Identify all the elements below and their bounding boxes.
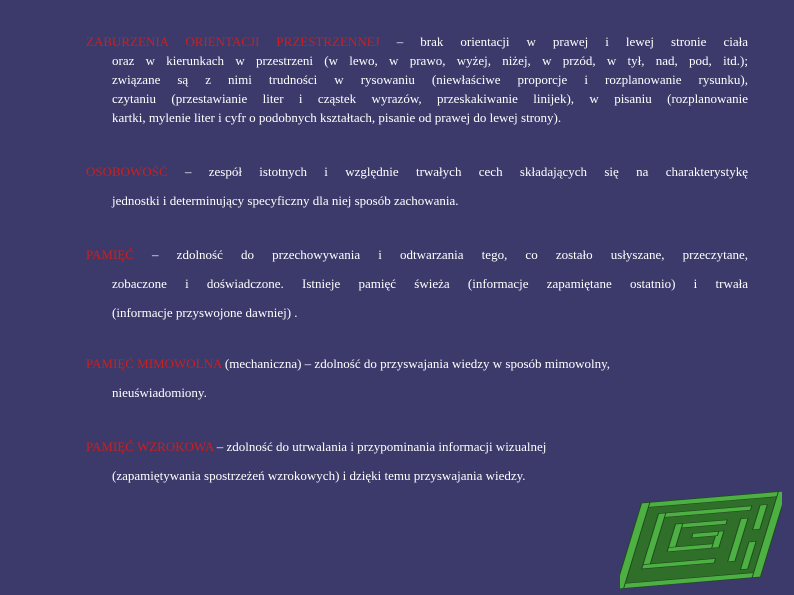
definition-line: związane są z nimi trudności w rysowaniu (niewłaściwe proporcje i rozplanowanie rysunku), xyxy=(112,72,748,87)
definition-pamiec xyxy=(86,240,748,327)
definition-line: kartki, mylenie liter i cyfr o podobnych kształtach, pisanie od prawej do lewej strony). xyxy=(112,110,562,125)
definition-osobowosc xyxy=(86,157,748,215)
definition-zaburzenia-orientacji xyxy=(86,32,748,127)
definition-first-line xyxy=(86,432,748,461)
definition-first-line xyxy=(86,240,748,269)
definition-line: nieuświadomiony. xyxy=(112,385,207,400)
definition-pamiec-mimowolna xyxy=(86,349,748,407)
term-osobowosc: OSOBOWOŚĆ xyxy=(86,164,168,179)
definition-line: (zapamiętywania spostrzeżeń wzrokowych) i dzięki temu przyswajania wiedzy. xyxy=(112,468,526,483)
definition-first-line xyxy=(86,32,748,51)
definition-text: – zdolność do przechowywania i odtwarzania tego, co zostało usłyszane, przeczytane, xyxy=(133,247,748,262)
definition-text: – zespół istotnych i względnie trwałych cech składających się na charakterystykę xyxy=(167,164,748,179)
definition-line: oraz w kierunkach w przestrzeni (w lewo, w prawo, wyżej, niżej, w przód, w tył, nad, pod, itd.); xyxy=(112,53,748,68)
definition-text: (mechaniczna) – zdolność do przyswajania wiedzy w sposób mimowolny, xyxy=(221,356,611,371)
definition-text: – brak orientacji w prawej i lewej stronie ciała xyxy=(379,34,748,49)
hedge-maze-icon xyxy=(620,488,782,592)
definition-first-line xyxy=(86,349,748,378)
term-pamiec-mimowolna: PAMIĘĆ MIMOWOLNA xyxy=(86,356,222,371)
definition-pamiec-wzrokowa xyxy=(86,432,748,490)
definition-first-line xyxy=(86,157,748,186)
term-pamiec-wzrokowa: PAMIĘĆ WZROKOWA xyxy=(86,439,214,454)
definition-line: czytaniu (przestawianie liter i cząstek wyrazów, przeskakiwanie linijek), w pisaniu (rozplanowanie xyxy=(112,91,748,106)
term-zaburzenia-orientacji: ZABURZENIA ORIENTACJI PRZESTRZENNEJ xyxy=(86,34,380,49)
definition-text: – zdolność do utrwalania i przypominania informacji wizualnej xyxy=(213,439,547,454)
definition-line: (informacje przyswojone dawniej) . xyxy=(112,305,298,320)
definition-line: zobaczone i doświadczone. Istnieje pamięć świeża (informacje zapamiętane ostatnio) i trwała xyxy=(112,276,748,291)
term-pamiec: PAMIĘĆ xyxy=(86,247,134,262)
definition-line: jednostki i determinujący specyficzny dla niej sposób zachowania. xyxy=(112,193,459,208)
